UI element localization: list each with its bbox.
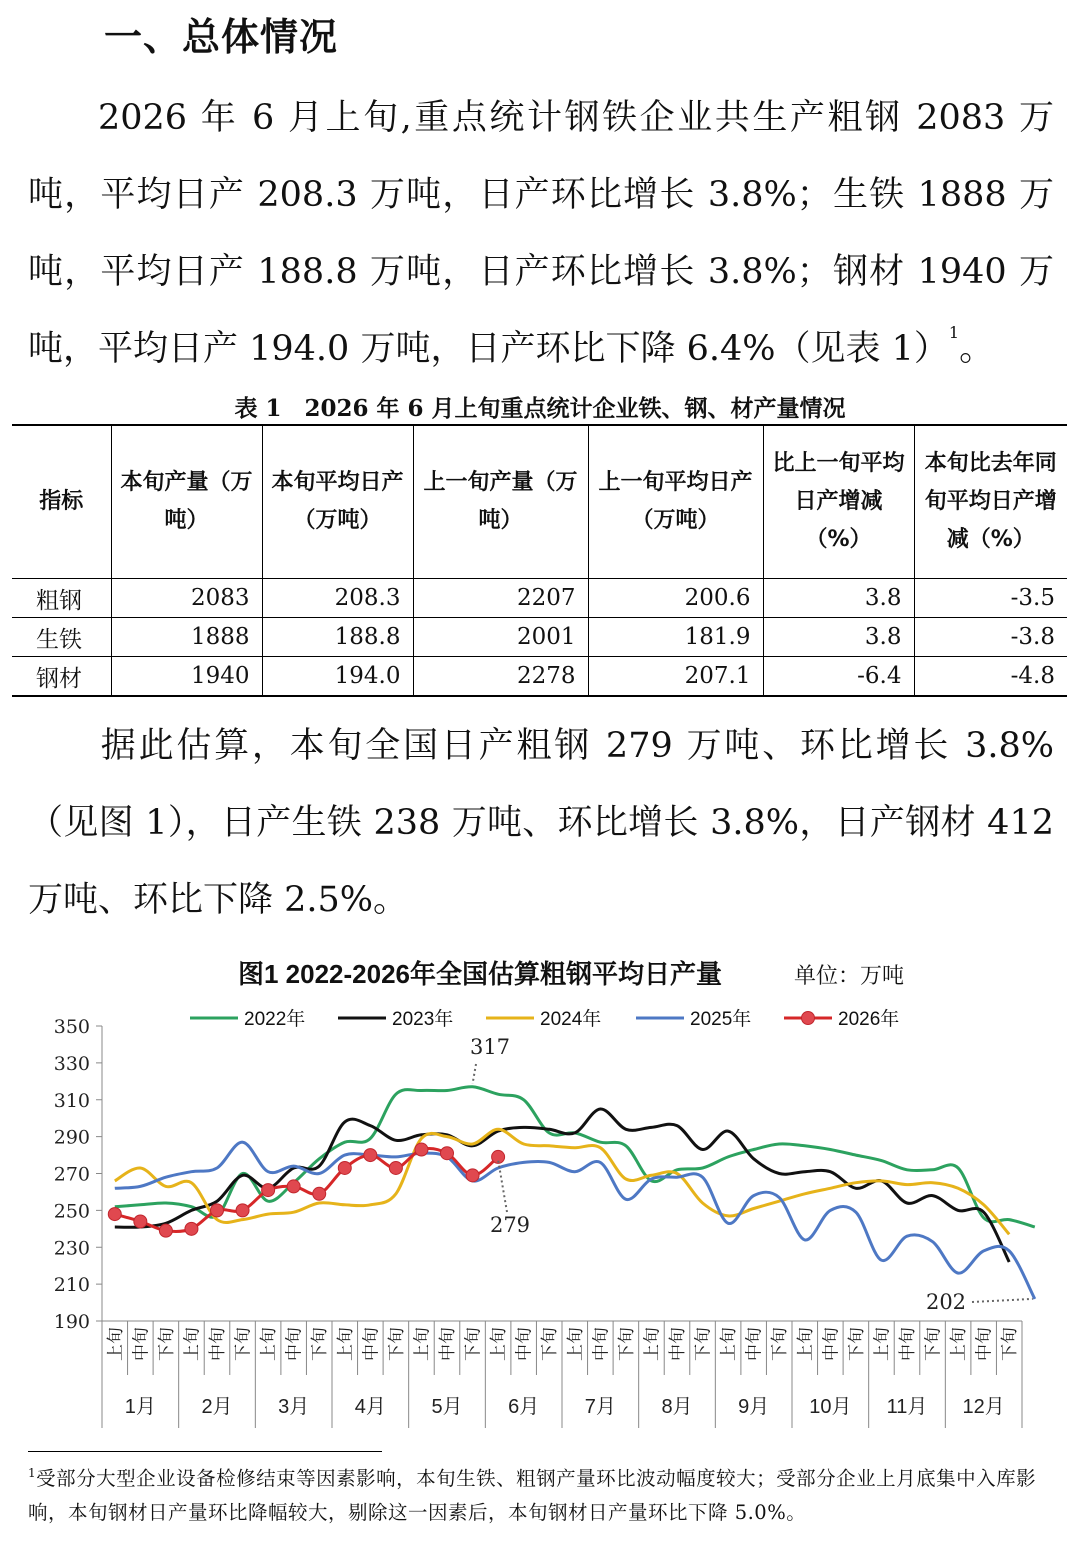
x-month-label: 12月 [962,1396,1005,1418]
row-label: 钢材 [12,657,111,697]
x-tick-label: 中旬 [898,1327,917,1361]
summary-paragraph [28,80,1054,388]
x-tick-label: 上旬 [642,1327,662,1361]
x-tick-label: 下旬 [463,1327,483,1361]
data-point [185,1222,198,1235]
x-tick-label: 下旬 [156,1327,176,1361]
footnote-ref[interactable]: 1 [948,323,960,342]
summary-end: 。 [959,329,995,369]
x-tick-label: 中旬 [131,1327,151,1361]
header-previous-output: 上一旬产量（万吨） [413,425,588,579]
footnote [28,1462,1054,1530]
x-tick-label: 中旬 [974,1327,994,1361]
x-month-label: 1月 [124,1396,156,1418]
data-point [236,1204,249,1217]
legend-label-2: 2023年 [392,1009,454,1030]
annotation-leader [972,1299,1033,1302]
steel-output-chart [0,940,1080,1440]
table-cell: 1888 [111,618,262,657]
x-tick-label: 上旬 [259,1327,279,1361]
header-current-daily: 本旬平均日产（万吨） [262,425,413,579]
y-tick-label: 270 [53,1163,90,1186]
legend-marker [802,1012,815,1025]
annotation-label: 202 [925,1290,967,1314]
series-line-2 [115,1109,1009,1262]
x-tick-label: 上旬 [565,1327,585,1361]
table-cell: 1940 [111,657,262,697]
x-month-label: 7月 [584,1396,616,1418]
series-line-1 [115,1087,1035,1227]
x-tick-label: 中旬 [744,1327,764,1361]
table-cell: -3.8 [914,618,1067,657]
x-tick-label: 上旬 [182,1327,202,1361]
legend-label-3: 2024年 [540,1009,602,1030]
annotation-label: 317 [469,1035,511,1059]
table-cell: 207.1 [588,657,763,697]
header-yoy-change: 本旬比去年同旬平均日产增减（%） [914,425,1067,579]
chart-title: 图1 2022-2026年全国估算粗钢平均日产量 [237,959,723,989]
x-tick-label: 下旬 [846,1327,866,1361]
row-label: 粗钢 [12,579,111,618]
footnote-marker: 1 [28,1466,37,1480]
table-header-row [12,425,1067,579]
x-tick-label: 下旬 [923,1327,943,1361]
data-point [364,1149,377,1162]
x-tick-label: 下旬 [540,1327,560,1361]
x-tick-label: 中旬 [361,1327,381,1361]
x-month-label: 3月 [278,1396,310,1418]
estimate-paragraph [28,708,1054,939]
table-cell: 2207 [413,579,588,618]
header-mom-change: 比上一旬平均日产增减（%） [763,425,914,579]
x-tick-label: 中旬 [591,1327,611,1361]
annotation-leader [473,1064,476,1084]
y-tick-label: 310 [53,1089,90,1112]
table-cell: 208.3 [262,579,413,618]
estimate-text: 据此估算，本旬全国日产粗钢 279 万吨、环比增长 3.8%（见图 1），日产生铁 238 万吨、环比增长 3.8%，日产钢材 412 万吨、环比下降 2.5%。 [28,726,1054,920]
x-month-label: 6月 [508,1396,540,1418]
x-tick-label: 上旬 [872,1327,892,1361]
x-tick-label: 下旬 [386,1327,406,1361]
y-tick-label: 330 [53,1052,90,1075]
table-cell: 2278 [413,657,588,697]
x-tick-label: 上旬 [719,1327,739,1361]
header-previous-daily: 上一旬平均日产（万吨） [588,425,763,579]
table-row [12,579,1067,618]
data-point [159,1224,172,1237]
x-tick-label: 上旬 [795,1327,815,1361]
production-table [12,424,1067,697]
data-point [108,1208,121,1221]
table-cell: 2083 [111,579,262,618]
data-point [262,1184,275,1197]
table-cell: -4.8 [914,657,1067,697]
x-tick-label: 下旬 [616,1327,636,1361]
table-caption: 表 1 2026 年 6 月上旬重点统计企业铁、钢、材产量情况 [234,395,846,422]
table-cell: 200.6 [588,579,763,618]
legend-label-1: 2022年 [244,1009,306,1030]
data-point [415,1143,428,1156]
table-row [12,618,1067,657]
table-cell: 188.8 [262,618,413,657]
x-tick-label: 中旬 [438,1327,457,1361]
data-point [389,1161,402,1174]
data-point [338,1161,351,1174]
section-title: 一、总体情况 [104,15,339,59]
x-tick-label: 下旬 [233,1327,253,1361]
x-tick-label: 下旬 [310,1327,330,1361]
table-cell: 3.8 [763,579,914,618]
annotation-label: 279 [489,1213,531,1237]
x-tick-label: 中旬 [284,1327,304,1361]
x-tick-label: 下旬 [770,1327,790,1361]
y-tick-label: 210 [53,1274,90,1297]
y-tick-label: 230 [53,1237,90,1260]
header-indicator: 指标 [12,425,111,579]
footnote-divider [28,1451,382,1452]
x-tick-label: 上旬 [412,1327,432,1361]
x-tick-label: 上旬 [949,1327,969,1361]
x-tick-label: 上旬 [489,1327,509,1361]
y-tick-label: 350 [53,1016,90,1038]
table-cell: -6.4 [763,657,914,697]
data-point [466,1169,479,1182]
data-point [313,1187,326,1200]
data-point [134,1215,147,1228]
table-cell: -3.5 [914,579,1067,618]
x-tick-label: 上旬 [105,1327,125,1361]
x-tick-label: 下旬 [1000,1327,1020,1361]
row-label: 生铁 [12,618,111,657]
chart-unit: 单位：万吨 [794,963,905,988]
y-tick-label: 190 [53,1311,90,1333]
x-tick-label: 下旬 [693,1327,713,1361]
data-point [211,1204,224,1217]
x-tick-label: 中旬 [514,1327,534,1361]
table-cell: 181.9 [588,618,763,657]
x-month-label: 9月 [738,1396,770,1418]
table-cell: 194.0 [262,657,413,697]
summary-text: 2026 年 6 月上旬,重点统计钢铁企业共生产粗钢 2083 万吨，平均日产 208.3 万吨，日产环比增长 3.8%；生铁 1888 万吨，平均日产 188.8 万吨，日产环比增长 3.8%；钢材 1940 万吨，平均日产 194.0 万吨，日产环比下降 6.4%（见表 1） [28,98,1054,369]
table-cell: 3.8 [763,618,914,657]
x-tick-label: 中旬 [821,1327,841,1361]
x-month-label: 8月 [661,1396,693,1418]
x-month-label: 2月 [201,1396,233,1418]
table-cell: 2001 [413,618,588,657]
y-tick-label: 250 [53,1200,90,1223]
table-row [12,657,1067,697]
header-current-output: 本旬产量（万吨） [111,425,262,579]
x-tick-label: 中旬 [208,1327,227,1361]
legend-label-4: 2025年 [690,1009,752,1030]
x-month-label: 5月 [431,1396,463,1418]
footnote-text: 受部分大型企业设备检修结束等因素影响，本旬生铁、粗钢产量环比波动幅度较大；受部分企业上月底集中入库影响，本旬钢材日产量环比降幅较大，剔除这一因素后，本旬钢材日产量环比下降 5.0%。 [28,1467,1037,1524]
legend-label-5: 2026年 [838,1009,900,1030]
x-month-label: 4月 [354,1396,386,1418]
data-point [287,1180,300,1193]
x-tick-label: 上旬 [335,1327,355,1361]
x-month-label: 10月 [809,1396,852,1418]
data-point [441,1147,454,1160]
y-tick-label: 290 [53,1126,90,1149]
x-tick-label: 中旬 [668,1327,687,1361]
x-month-label: 11月 [886,1396,928,1418]
